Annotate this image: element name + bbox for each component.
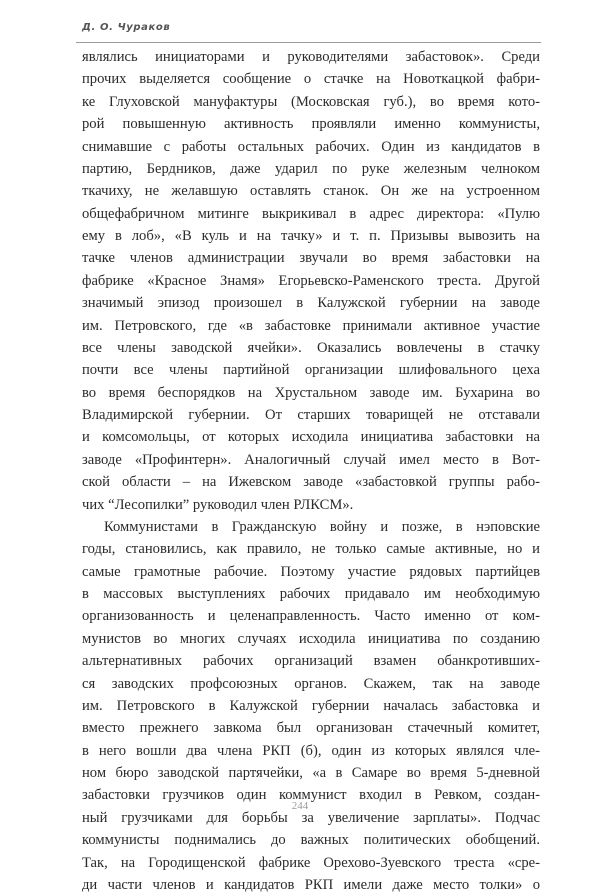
text-line: значимый эпизод произошел в Калужской губернии на заводе [82,295,540,312]
text-line: в массовых выступлениях рабочих придавало им необходимую [82,586,540,602]
text-line: тачке членов администрации звучали во время забастовки на [82,250,540,267]
text-line: мунистов во многих случаях исходила инициатива по созданию [82,630,540,647]
text-line: Владимирской губернии. От старших товарищей не отставали [82,407,540,423]
text-line: вместо прежнего завкома был организован стачечный комитет, [82,720,540,737]
text-line: партию, Бердников, даже ударил по руке железным челноком [82,160,540,177]
text-line: годы, становились, как правило, не только самые активные, но и [82,541,540,558]
text-line: организованность и целенаправленность. Часто именно от ком- [82,608,540,625]
text-line: ный грузчиками для борьбы за увеличение зарплаты». Подчас [82,809,540,826]
body-text [82,46,540,896]
text-line: Коммунистами в Гражданскую войну и позже, в нэповские [104,518,540,535]
text-line: фабрике «Красное Знамя» Егорьевско-Раменского треста. Другой [82,272,540,289]
running-head: Д. О. Чураков [82,22,171,33]
text-line: им. Петровского в Калужской губернии началась забастовка и [82,697,540,714]
text-line: ке Глуховской мануфактуры (Московская губ.), во время кото- [82,93,540,110]
text-line: Так, на Городищенской фабрике Орехово-Зуевского треста «сре- [82,854,540,871]
text-line: общефабричном митинге выкрикивал в адрес директора: «Пулю [82,205,540,222]
text-line: ди части членов и кандидатов РКП имели даже место толки» о [82,876,540,893]
text-line: им. Петровского, где «в забастовке принимали активное участие [82,317,540,334]
text-line: рой повышенную активность проявляли именно коммунисты, [82,116,540,133]
text-line: прочих выделяется сообщение о стачке на Новоткацкой фабри- [82,71,540,88]
text-line: коммунисты поднимались до важных политических обобщений. [82,832,540,849]
text-line: снимавшие с работы остальных рабочих. Один из кандидатов в [82,138,540,155]
text-line: в него вошли два члена РКП (б), один из которых являлся чле- [82,742,540,759]
text-line: ном бюро заводской партячейки, «а в Самаре во время 5-дневной [82,765,540,781]
text-line: ему в лоб», «В куль и на тачку» и т. п. Призывы вывозить на [82,228,540,244]
page-number: 244 [291,800,309,812]
text-line: забастовки грузчиков один коммунист входил в Ревком, создан- [82,787,540,804]
text-line: почти все члены партийной организации шлифовального цеха [82,362,540,379]
text-line: являлись инициаторами и руководителями забастовок». Среди [82,49,540,65]
header-rule [76,42,541,43]
text-line: ской области – на Ижевском заводе «забастовкой группы рабо- [82,474,540,491]
text-line: самые грамотные рабочие. Поэтому участие рядовых партийцев [82,563,540,580]
text-line: ся заводских профсоюзных органов. Скажем, так на заводе [82,675,540,692]
text-line: ткачиху, не желавшую оставлять станок. Он же на устроенном [82,183,540,200]
text-line: все члены заводской ячейки». Оказались вовлечены в стачку [82,339,540,356]
text-line: альтернативных рабочих организаций взамен обанкротивших- [82,653,540,670]
text-line: заводе «Профинтерн». Аналогичный случай имел место в Вот- [82,451,540,468]
text-line: чих “Лесопилки” руководил член РЛКСМ». [82,496,354,513]
text-line: и комсомольцы, от которых исходила инициатива забастовки на [82,429,540,446]
text-line: во время беспорядков на Хрустальном заводе им. Бухарина во [82,384,540,401]
